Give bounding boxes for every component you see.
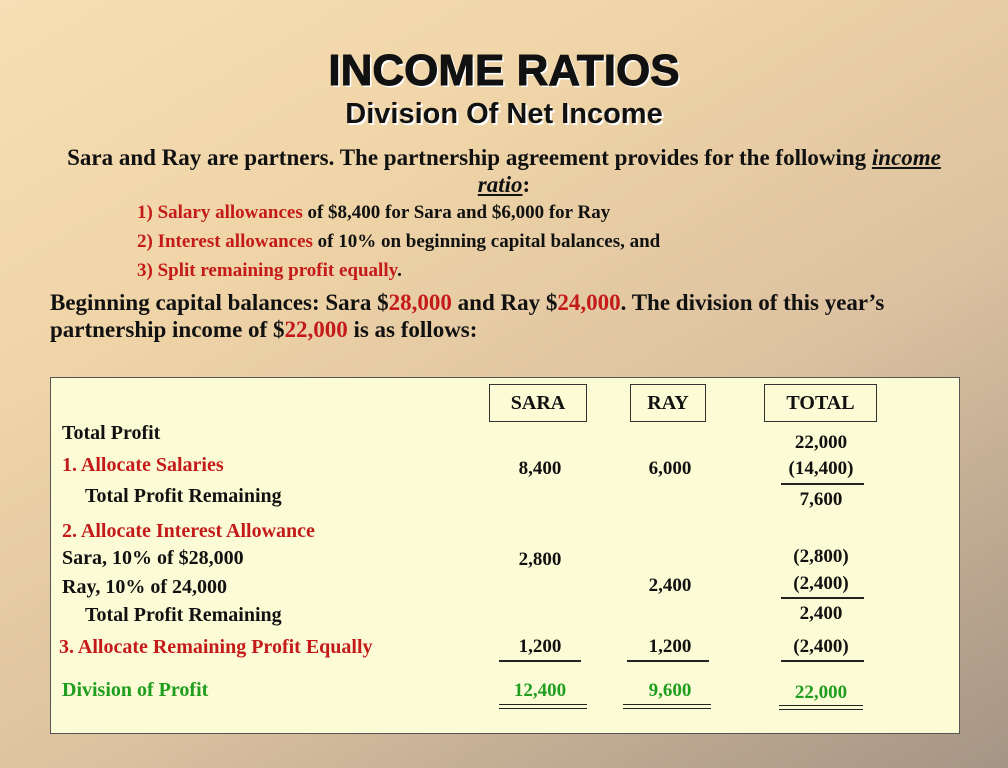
total-split-underline bbox=[781, 660, 864, 662]
ray-interest: 2,400 bbox=[648, 575, 692, 596]
ray-double-underline bbox=[623, 704, 711, 709]
total-double-underline bbox=[779, 705, 863, 710]
sara-underline bbox=[499, 660, 581, 662]
label-allocate-remaining: 3. Allocate Remaining Profit Equally bbox=[59, 636, 373, 658]
total-interest-underline bbox=[781, 597, 864, 599]
ray-salary: 6,000 bbox=[648, 458, 692, 479]
ray-underline bbox=[627, 660, 709, 662]
capital-paragraph bbox=[50, 289, 970, 343]
rule-3-text: . bbox=[397, 260, 402, 281]
capital-text-4: is as follows: bbox=[347, 317, 478, 342]
intro-paragraph bbox=[60, 144, 948, 198]
sara-salary: 8,400 bbox=[518, 458, 562, 479]
intro-colon: : bbox=[522, 172, 531, 197]
header-ray: RAY bbox=[630, 384, 706, 422]
capital-text-2: and Ray $ bbox=[451, 290, 558, 315]
capital-sara-amount: 28,000 bbox=[388, 290, 452, 315]
header-sara: SARA bbox=[489, 384, 587, 422]
label-allocate-interest: 2. Allocate Interest Allowance bbox=[62, 520, 315, 542]
label-total-profit: Total Profit bbox=[62, 422, 161, 444]
label-remaining-2: Total Profit Remaining bbox=[85, 604, 282, 626]
rule-3-highlight: 3) Split remaining profit equally bbox=[137, 260, 398, 281]
ray-remaining-share: 1,200 bbox=[648, 636, 692, 657]
ray-division: 9,600 bbox=[648, 680, 692, 701]
sara-double-underline bbox=[499, 704, 587, 709]
total-salaries-underline bbox=[781, 483, 864, 485]
rule-2 bbox=[137, 231, 660, 253]
intro-text: Sara and Ray are partners. The partnership agreement provides for the following bbox=[67, 145, 872, 170]
label-division: Division of Profit bbox=[62, 679, 209, 701]
total-remaining-2: 2,400 bbox=[799, 603, 843, 624]
header-total: TOTAL bbox=[764, 384, 877, 422]
rule-2-highlight: 2) Interest allowances bbox=[137, 231, 313, 252]
page-subtitle: Division Of Net Income bbox=[345, 98, 663, 130]
sara-remaining-share: 1,200 bbox=[518, 636, 562, 657]
total-remaining-split: (2,400) bbox=[793, 636, 849, 657]
sara-division: 12,400 bbox=[513, 680, 567, 701]
rule-1-text: of $8,400 for Sara and $6,000 for Ray bbox=[302, 202, 611, 223]
capital-ray-amount: 24,000 bbox=[557, 290, 621, 315]
rule-1-highlight: 1) Salary allowances bbox=[137, 202, 303, 223]
total-ray-interest: (2,400) bbox=[793, 573, 849, 594]
rule-3 bbox=[137, 260, 402, 282]
rule-2-text: of 10% on beginning capital balances, and bbox=[312, 231, 661, 252]
intro-income-ratio: income ratio bbox=[477, 145, 941, 197]
label-allocate-salaries: 1. Allocate Salaries bbox=[62, 454, 224, 476]
label-ray-interest: Ray, 10% of 24,000 bbox=[62, 576, 227, 598]
total-sara-interest: (2,800) bbox=[793, 546, 849, 567]
division-table bbox=[50, 377, 960, 734]
total-remaining-1: 7,600 bbox=[799, 489, 843, 510]
total-salaries: (14,400) bbox=[788, 458, 854, 479]
page-title: INCOME RATIOS bbox=[328, 46, 680, 95]
sara-interest: 2,800 bbox=[518, 549, 562, 570]
total-division: 22,000 bbox=[794, 682, 848, 703]
total-profit: 22,000 bbox=[794, 432, 848, 453]
capital-text-1: Beginning capital balances: Sara $ bbox=[50, 290, 389, 315]
label-sara-interest: Sara, 10% of $28,000 bbox=[62, 547, 244, 569]
label-remaining-1: Total Profit Remaining bbox=[85, 485, 282, 507]
rule-1 bbox=[137, 202, 610, 224]
capital-text-3: . The division of this year’s partnership income of $ bbox=[50, 290, 885, 342]
capital-income-amount: 22,000 bbox=[284, 317, 348, 342]
